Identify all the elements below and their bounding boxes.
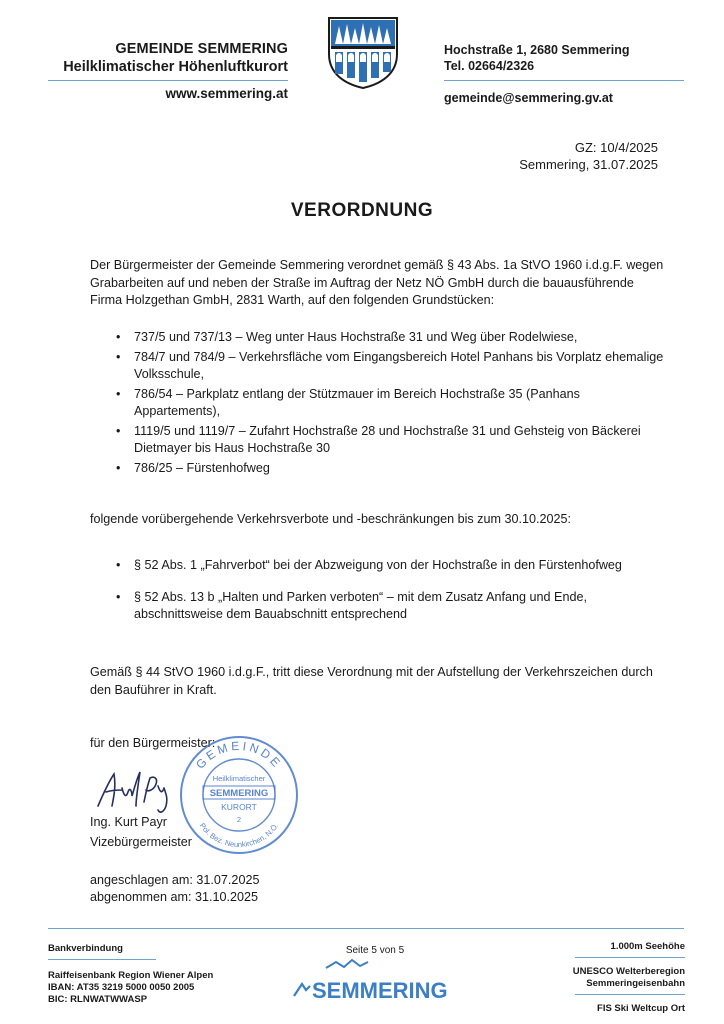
stamp-number: 2 — [236, 815, 242, 824]
header-divider-left — [48, 80, 288, 81]
signature-for-label: für den Bürgermeister: — [90, 736, 216, 750]
reference-block — [420, 139, 658, 173]
list-item: • § 52 Abs. 13 b „Halten und Parken verboten“ – mit dem Zusatz Anfang und Ende, abschnittsweise dem Bauabschnitt entsprechend — [116, 589, 666, 624]
address: Hochstraße 1, 2680 Semmering — [444, 43, 630, 57]
list-item: • 737/5 und 737/13 – Weg unter Haus Hochstraße 31 und Weg über Rodelwiese, — [116, 329, 666, 347]
official-stamp — [178, 734, 300, 856]
footer-divider — [48, 928, 684, 929]
list-item: • 786/25 – Fürstenhofweg — [116, 460, 666, 478]
removed-date: abgenommen am: 31.10.2025 — [90, 890, 259, 904]
posting-dates — [90, 872, 259, 906]
region-info — [480, 941, 685, 1015]
stamp-line-1: Heilklimatischer — [212, 774, 266, 783]
brand-wordmark: SEMMERING — [312, 978, 448, 1002]
bank-heading: Bankverbindung — [48, 943, 156, 960]
bank-name: Raiffeisenbank Region Wiener Alpen — [48, 970, 214, 981]
municipality-name: GEMEINDE SEMMERING — [115, 41, 288, 57]
list-item: • 784/7 und 784/9 – Verkehrsfläche vom Eingangsbereich Hotel Panhans bis Vorplatz ehemalige Volksschule, — [116, 349, 666, 384]
list-item: • § 52 Abs. 1 „Fahrverbot“ bei der Abzweigung von der Hochstraße in den Fürstenhofweg — [116, 557, 666, 575]
intro-paragraph: Der Bürgermeister der Gemeinde Semmering verordnet gemäß § 43 Abs. 1a StVO 1960 i.d.g.F. wegen Grabarbeiten auf und neben der Straße im Auftrag der Netz NÖ GmbH durch die bauausführende Firma Holzgethan GmbH, 2831 Warth, auf den folgenden Grundstücken: — [90, 258, 664, 307]
semmering-brand-logo — [292, 958, 452, 1002]
signatory — [90, 812, 192, 852]
stamp-line-2: SEMMERING — [209, 788, 269, 799]
stamp-line-3: KURORT — [221, 802, 257, 812]
iban: IBAN: AT35 3219 5000 0050 2005 — [48, 982, 195, 993]
coat-of-arms-icon — [325, 16, 401, 90]
website: www.semmering.at — [165, 86, 288, 101]
bic: BIC: RLNWATWWASP — [48, 994, 148, 1005]
unesco-line-1: UNESCO Welterberegion — [572, 966, 685, 977]
letterhead-left — [40, 40, 288, 101]
municipality-subtitle: Heilklimatischer Höhenluftkurort — [63, 59, 288, 75]
letterhead-right — [444, 42, 704, 106]
altitude: 1.000m Seehöhe — [610, 941, 685, 952]
unesco-line-2: Semmeringeisenbahn — [586, 978, 685, 989]
list-item: • 1119/5 und 1119/7 – Zufahrt Hochstraße 28 und Hochstraße 31 und Gehsteig von Bäckerei Dietmayer bis Haus Hochstraße 30 — [116, 423, 666, 458]
signatory-name: Ing. Kurt Payr — [90, 815, 167, 829]
posted-date: angeschlagen am: 31.07.2025 — [90, 873, 260, 887]
stamp-bottom-arc: Pol. Bez. Neunkirchen, N.Ö. — [197, 821, 281, 850]
handwritten-signature — [92, 762, 188, 816]
list-item: • 786/54 – Parkplatz entlang der Stützmauer im Bereich Hochstraße 35 (Panhans Appartements), — [116, 386, 666, 421]
bank-details — [48, 943, 288, 1006]
file-number: GZ: 10/4/2025 — [574, 140, 658, 155]
document-title: VERORDNUNG — [290, 200, 434, 221]
place-date: Semmering, 31.07.2025 — [519, 157, 658, 172]
phone: Tel. 02664/2326 — [444, 59, 535, 73]
email: gemeinde@semmering.gv.at — [444, 91, 613, 105]
fis-label: FIS Ski Weltcup Ort — [597, 1003, 685, 1014]
stamp-top-arc: GEMEINDE — [193, 738, 285, 772]
closing-paragraph: Gemäß § 44 StVO 1960 i.d.g.F., tritt diese Verordnung mit der Aufstellung der Verkehrszeichen durch den Bauführer in Kraft. — [90, 665, 653, 697]
restrictions-intro: folgende vorübergehende Verkehrsverbote und -beschränkungen bis zum 30.10.2025: — [90, 512, 571, 526]
signatory-role: Vizebürgermeister — [90, 835, 192, 849]
parcel-list — [116, 329, 666, 479]
restriction-list — [116, 557, 666, 638]
page-number: Seite 5 von 5 — [345, 945, 405, 956]
svg-text:GEMEINDE — [193, 739, 285, 772]
